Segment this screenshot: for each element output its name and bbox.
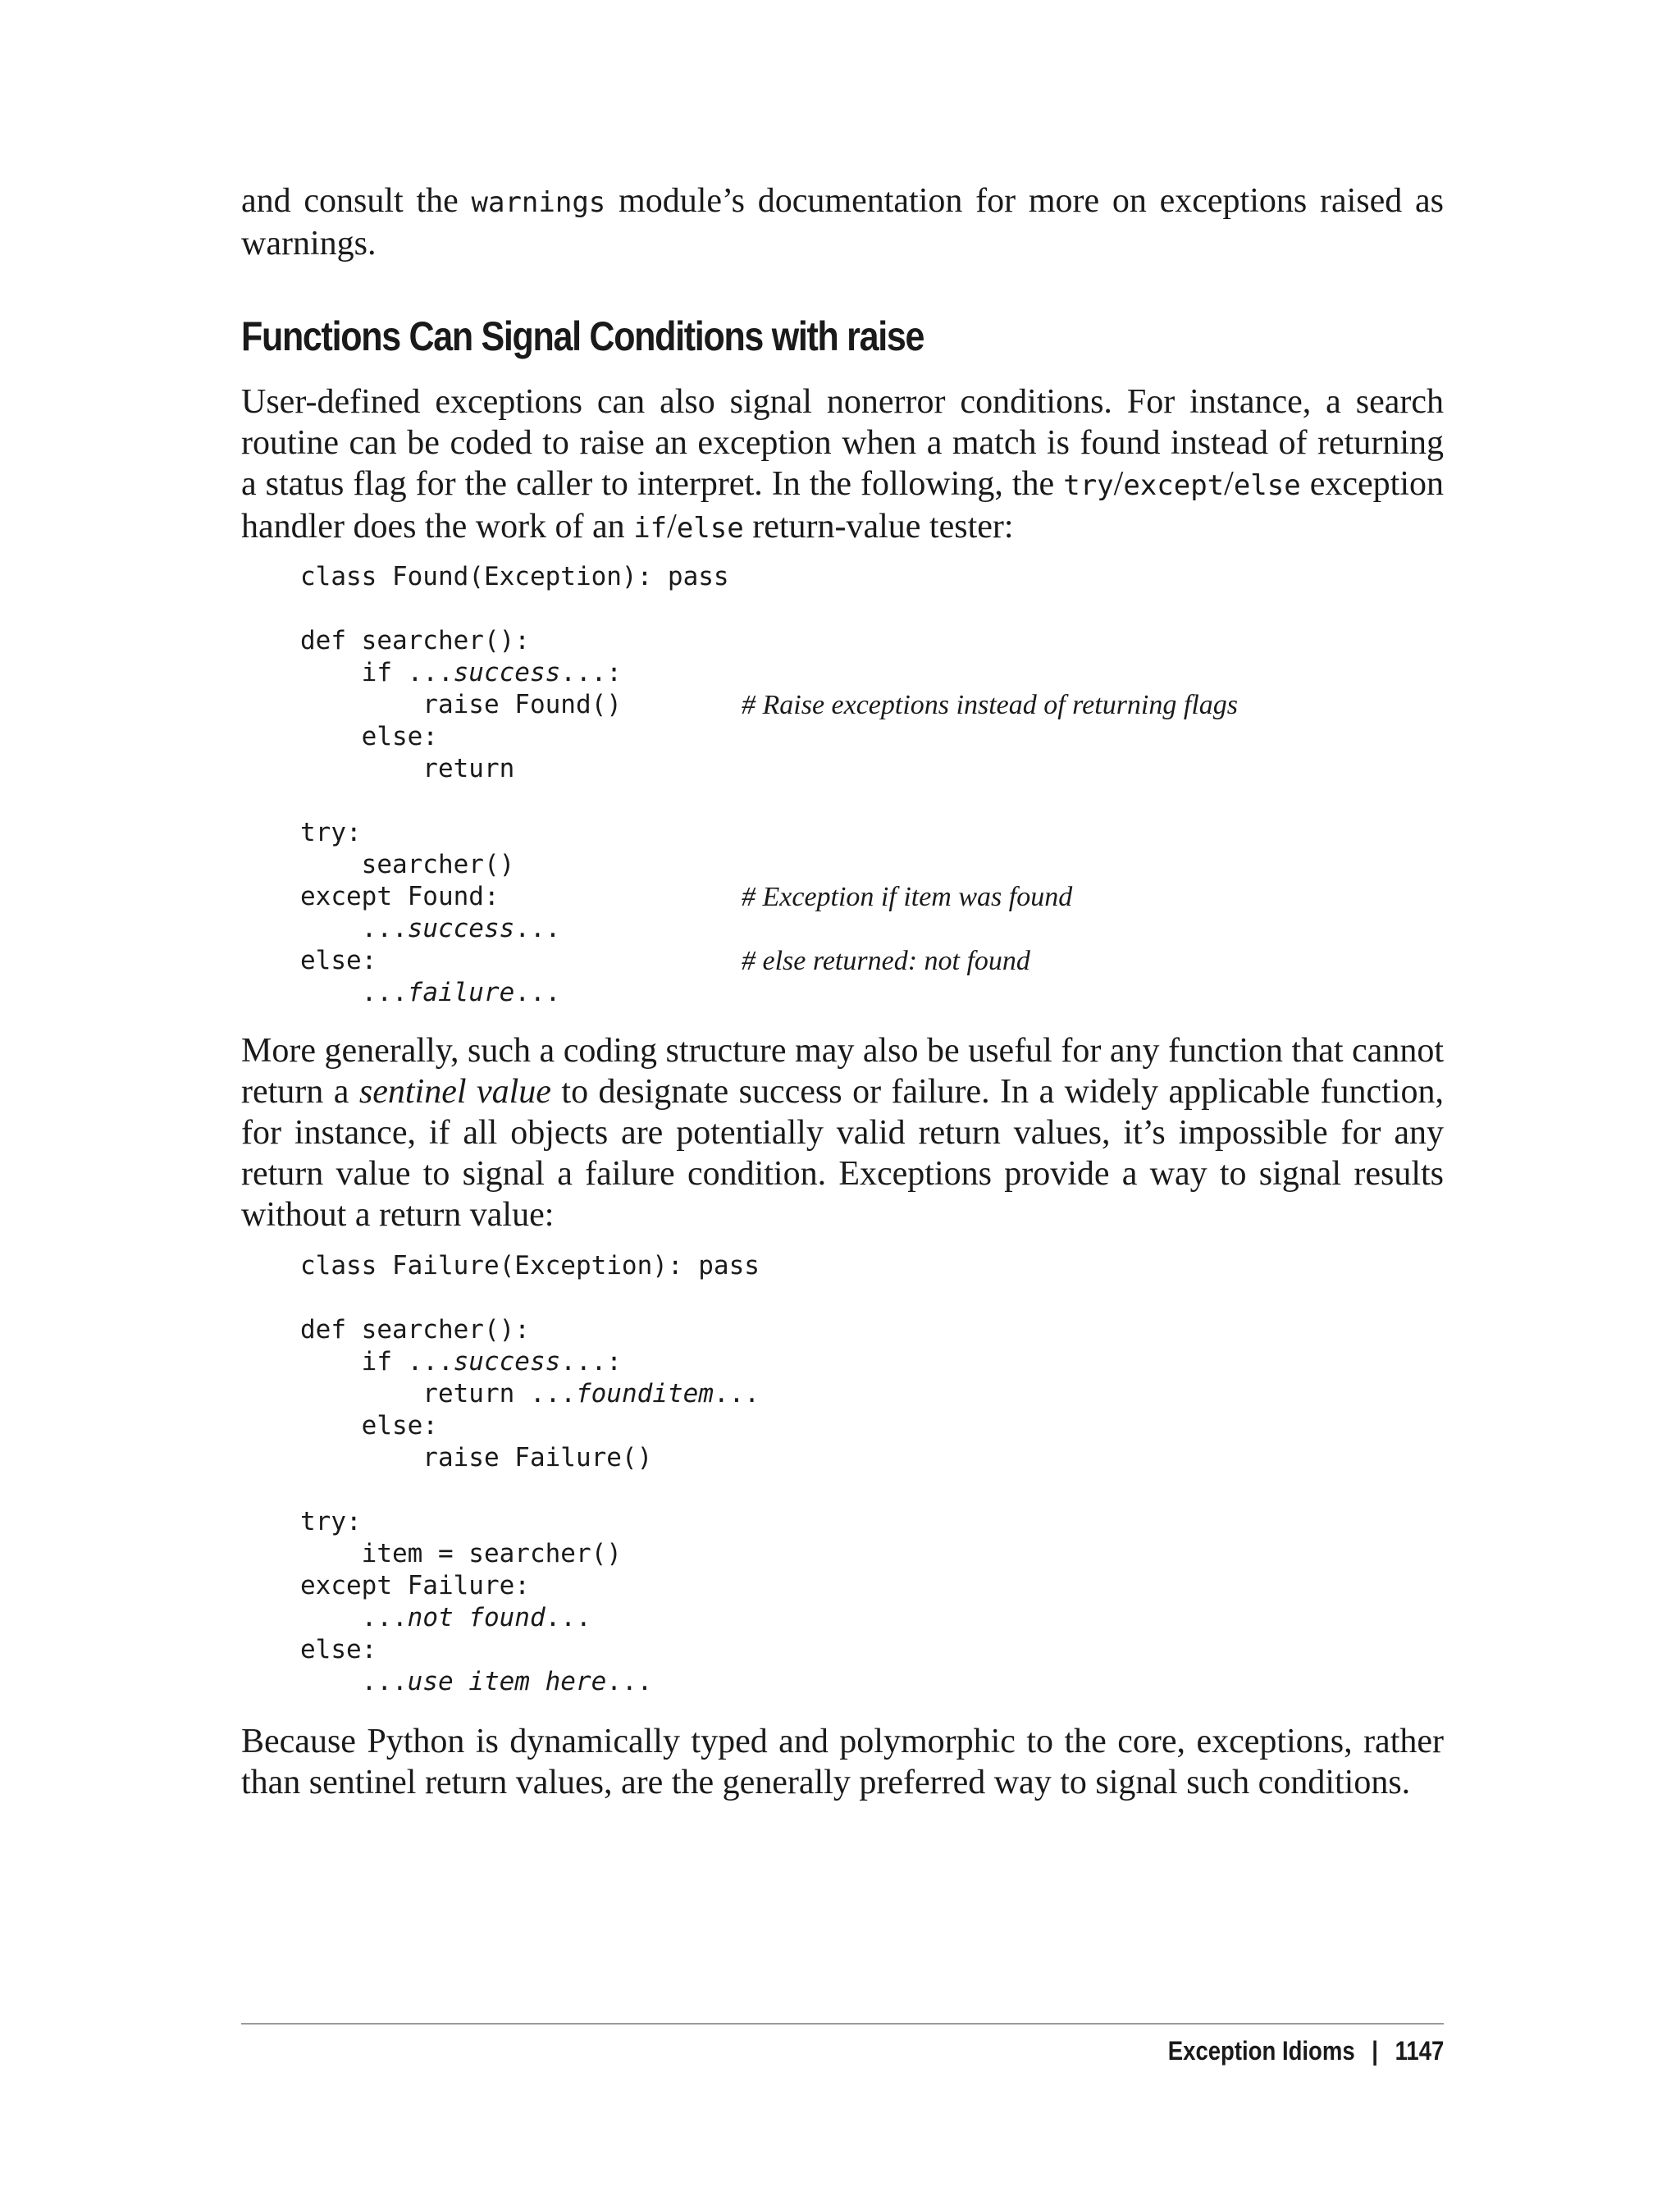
paragraph-line: without a return value: [241, 1196, 555, 1234]
code-comment: # Exception if item was found [742, 882, 1073, 912]
code-line: ... [713, 1379, 760, 1408]
inline-code-try: try [1063, 469, 1114, 502]
code-line: ... [514, 914, 561, 943]
inline-code-else: else [676, 512, 744, 545]
code-line: else: [300, 946, 377, 975]
code-line: item = searcher() [300, 1539, 622, 1568]
code-line: except Failure: [300, 1571, 530, 1600]
code-line: ...: [560, 658, 622, 687]
code-placeholder: not found [407, 1603, 546, 1632]
paragraph-text: exception [1300, 465, 1444, 503]
code-line: ... [606, 1667, 653, 1696]
code-block-2 [300, 1250, 760, 1698]
code-placeholder: success [453, 1347, 561, 1376]
code-line: try: [300, 1507, 362, 1536]
paragraph-text: a status flag for the caller to interpret. In the following, the [241, 465, 1064, 503]
code-line: try: [300, 818, 362, 847]
code-line: ... [300, 978, 408, 1007]
paragraph-1 [241, 381, 1444, 549]
intro-text: and consult the [241, 182, 472, 220]
code-comment: # Raise exceptions instead of returning flags [742, 690, 1238, 720]
paragraph-line: for instance, if all objects are potentially valid return values, it’s impossible for any [241, 1114, 1444, 1152]
code-comment: # else returned: not found [742, 946, 1030, 976]
code-block-1 [300, 561, 729, 1009]
paragraph-line: than sentinel return values, are the generally preferred way to signal such conditions. [241, 1764, 1411, 1801]
inline-code-else: else [1233, 469, 1301, 502]
intro-text: module’s documentation for more on exceptions raised as [605, 182, 1444, 220]
code-line: ... [300, 1603, 408, 1632]
code-placeholder: founditem [575, 1379, 714, 1408]
slash: / [1224, 465, 1234, 503]
paragraph-text: return-value tester: [743, 508, 1014, 546]
paragraph-text: handler does the work of an [241, 508, 634, 546]
paragraph-line: routine can be coded to raise an exception when a match is found instead of returning [241, 424, 1444, 462]
code-line: raise Failure() [300, 1443, 653, 1472]
paragraph-3 [241, 1721, 1444, 1803]
code-line: if ... [300, 1347, 454, 1376]
intro-text: warnings. [241, 225, 377, 262]
page-number: 1147 [1395, 2036, 1444, 2066]
code-placeholder: success [407, 914, 515, 943]
code-line: class Failure(Exception): pass [300, 1251, 760, 1281]
code-line: ... [545, 1603, 591, 1632]
paragraph-line: return value to signal a failure condition. Exceptions provide a way to signal results [241, 1155, 1444, 1193]
code-placeholder: success [453, 658, 561, 687]
code-line: except Found: [300, 882, 500, 911]
code-line: ... [514, 978, 561, 1007]
paragraph-line: More generally, such a coding structure may also be useful for any function that cannot [241, 1032, 1444, 1070]
intro-paragraph [241, 180, 1444, 264]
code-line: searcher() [300, 850, 515, 879]
code-line: ... [300, 914, 408, 943]
slash: / [667, 508, 677, 546]
code-line: else: [300, 722, 438, 751]
code-line: else: [300, 1411, 438, 1440]
footer-separator: | [1371, 2036, 1378, 2066]
paragraph-text: to designate success or failure. In a widely applicable function, [550, 1073, 1444, 1111]
code-line: ...: [560, 1347, 622, 1376]
code-line: return [300, 754, 515, 783]
paragraph-line: User-defined exceptions can also signal nonerror conditions. For instance, a search [241, 383, 1444, 421]
running-footer-section: Exception Idioms [1167, 2036, 1355, 2066]
paragraph-2 [241, 1030, 1444, 1235]
emphasis-term: sentinel value [358, 1073, 551, 1111]
footer-rule [241, 2023, 1444, 2025]
code-line: def searcher(): [300, 1315, 530, 1344]
page-footer [1167, 2034, 1444, 2067]
code-line: raise Found() [300, 690, 622, 719]
code-line: if ... [300, 658, 454, 687]
inline-code-warnings: warnings [471, 186, 606, 219]
paragraph-text: return a [241, 1073, 359, 1111]
book-page [241, 0, 1444, 2205]
section-heading: Functions Can Signal Conditions with raise [241, 313, 924, 359]
code-line: else: [300, 1635, 377, 1664]
code-line: def searcher(): [300, 626, 530, 655]
code-line: return ... [300, 1379, 576, 1408]
code-line: class Found(Exception): pass [300, 562, 729, 591]
code-placeholder: use item here [407, 1667, 607, 1696]
code-line: ... [300, 1667, 408, 1696]
slash: / [1113, 465, 1124, 503]
inline-code-if: if [633, 512, 668, 545]
code-placeholder: failure [407, 978, 515, 1007]
inline-code-except: except [1123, 469, 1225, 502]
paragraph-line: Because Python is dynamically typed and polymorphic to the core, exceptions, rather [241, 1723, 1444, 1760]
